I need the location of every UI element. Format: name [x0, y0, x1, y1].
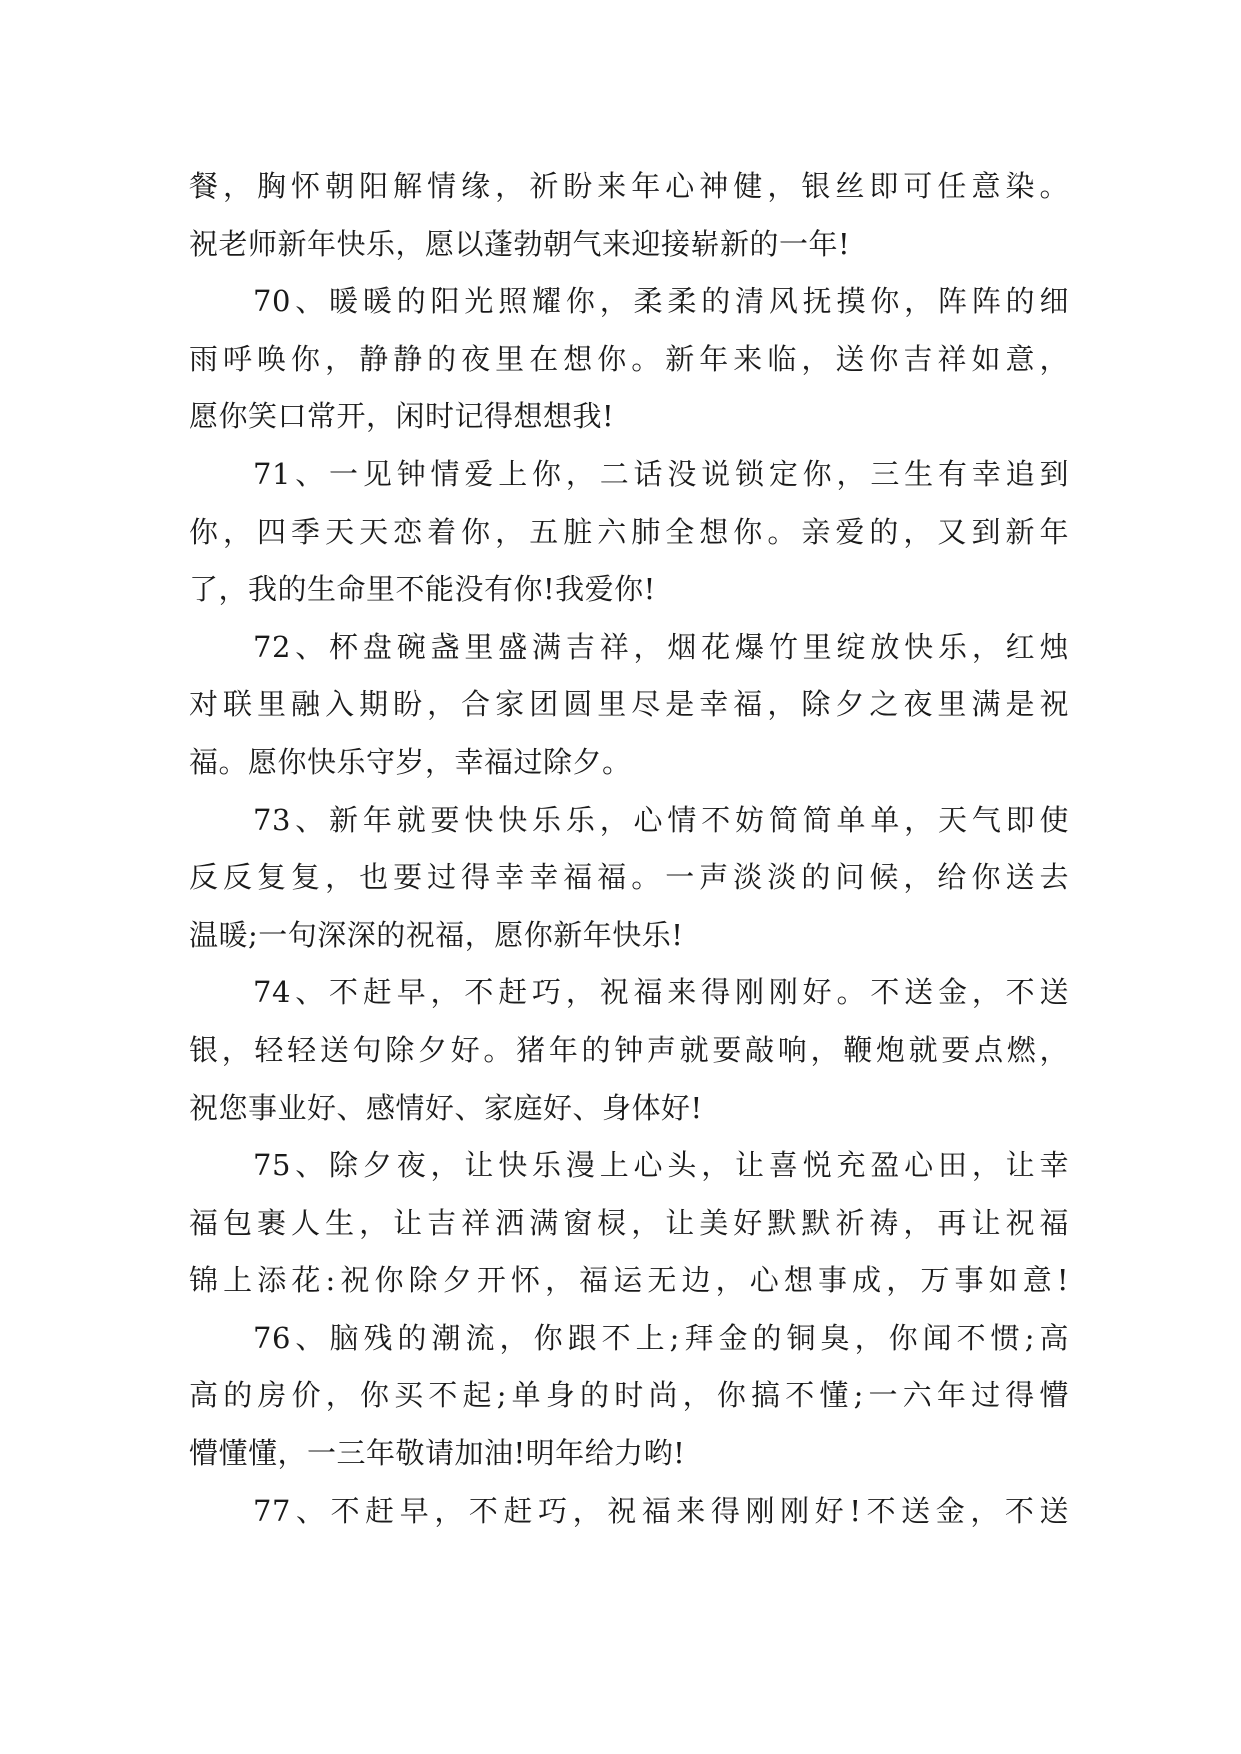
text-line: 愿你笑口常开，闲时记得想想我! [189, 399, 615, 434]
paragraph-72-line-1: 72、杯盘碗盏里盛满吉祥，烟花爆竹里绽放快乐，红烛 [253, 629, 1069, 664]
text-line: 福包裹人生，让吉祥洒满窗棂，让美好默默祈祷，再让祝福 [189, 1205, 1069, 1240]
paragraph-73-line-1: 73、新年就要快快乐乐，心情不妨简简单单，天气即使 [253, 802, 1069, 837]
paragraph-74-line-1: 74、不赶早，不赶巧，祝福来得刚刚好。不送金，不送 [253, 975, 1069, 1010]
text-line: 祝老师新年快乐，愿以蓬勃朝气来迎接崭新的一年! [189, 226, 851, 261]
text-line: 你，四季天天恋着你，五脏六肺全想你。亲爱的，又到新年 [189, 514, 1069, 549]
text-line: 高的房价，你买不起;单身的时尚，你搞不懂;一六年过得懵 [189, 1378, 1069, 1413]
text-line: 温暖;一句深深的祝福，愿你新年快乐! [189, 917, 684, 952]
document-body [189, 158, 1069, 1540]
paragraph-75-line-1: 75、除夕夜，让快乐漫上心头，让喜悦充盈心田，让幸 [253, 1148, 1069, 1183]
paragraph-71-line-1: 71、一见钟情爱上你，二话没说锁定你，三生有幸追到 [253, 456, 1069, 491]
text-line: 祝您事业好、感情好、家庭好、身体好! [189, 1090, 703, 1125]
paragraph-70-line-1: 70、暖暖的阳光照耀你，柔柔的清风抚摸你，阵阵的细 [253, 284, 1069, 319]
text-line: 懵懂懂，一三年敬请加油!明年给力哟! [189, 1436, 686, 1471]
text-line: 雨呼唤你，静静的夜里在想你。新年来临，送你吉祥如意， [189, 341, 1069, 376]
text-line: 反反复复，也要过得幸幸福福。一声淡淡的问候，给你送去 [189, 860, 1069, 895]
paragraph-77-line-1: 77、不赶早，不赶巧，祝福来得刚刚好!不送金，不送 [253, 1493, 1069, 1528]
paragraph-76-line-1: 76、脑残的潮流，你跟不上;拜金的铜臭，你闻不惯;高 [253, 1320, 1069, 1355]
text-line: 银，轻轻送句除夕好。猪年的钟声就要敲响，鞭炮就要点燃， [189, 1032, 1069, 1067]
text-line: 锦上添花:祝你除夕开怀，福运无边，心想事成，万事如意! [189, 1263, 1069, 1298]
text-line: 餐，胸怀朝阳解情缘，祈盼来年心神健，银丝即可任意染。 [189, 169, 1069, 203]
text-line: 了，我的生命里不能没有你!我爱你! [189, 572, 656, 607]
text-line: 福。愿你快乐守岁，幸福过除夕。 [189, 744, 632, 779]
text-line: 对联里融入期盼，合家团圆里尽是幸福，除夕之夜里满是祝 [189, 687, 1069, 722]
